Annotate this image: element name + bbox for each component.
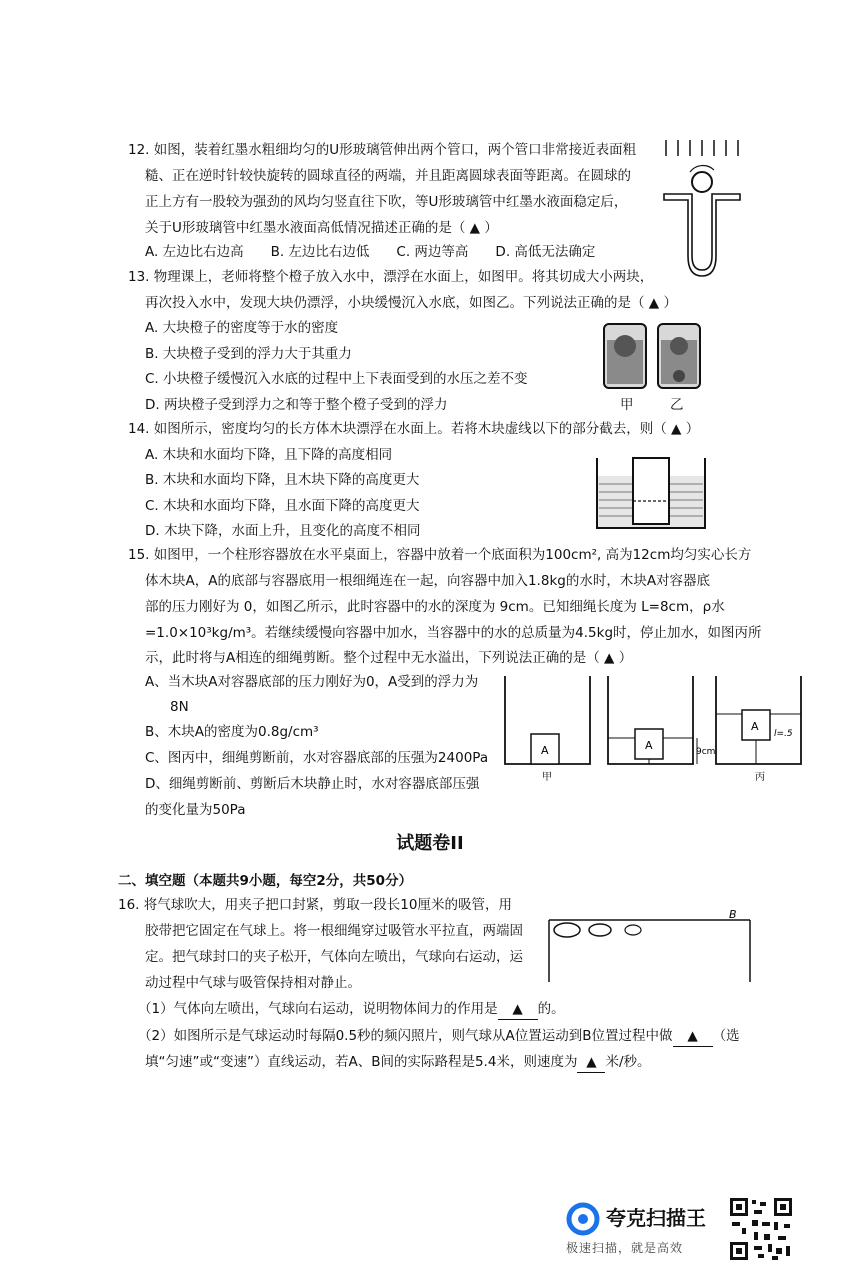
- q15-depth-label: 9cm: [696, 747, 716, 757]
- q16-part1: （1）气体向左喷出，气球向右运动，说明物体间力的作用是 ▲ 的。: [138, 999, 565, 1020]
- q13-fig-label-yi: 乙: [670, 397, 684, 413]
- q13-line2: 再次投入水中，发现大块仍漂浮，小块缓慢沉入水底，如图乙。下列说法正确的是（ ▲ ）: [145, 295, 677, 311]
- q15-line4: =1.0×10³kg/m³。若继续缓慢向容器中加水，当容器中的水的总质量为4.5kg时，停止加水，如图丙所: [145, 625, 762, 641]
- q12-options: A. 左边比右边高 B. 左边比右边低 C. 两边等高 D. 高低无法确定: [145, 244, 596, 260]
- q16-part2-line1: （2）如图所示是气球运动时每隔0.5秒的频闪照片，则气球从A位置运动到B位置过程中做 ▲ （选: [138, 1026, 740, 1047]
- q16-line3: 定。把气球封口的夹子松开，气体向左喷出，气球向右运动，运: [145, 949, 523, 965]
- q13-option-b: B. 大块橙子受到的浮力大于其重力: [145, 346, 352, 362]
- q16-part2-line2: 填“匀速”或“变速”）直线运动，若A、B间的实际路程是5.4米，则速度为 ▲ 米/秒。: [145, 1052, 651, 1073]
- q13-figure-cups: [600, 320, 710, 392]
- quark-logo-icon: [566, 1202, 600, 1236]
- q15-option-d-line2: 的变化量为50Pa: [145, 802, 246, 818]
- watermark-slogan: 极速扫描，就是高效: [566, 1241, 684, 1255]
- q15-figure-containers: [500, 672, 810, 787]
- q13-fig-label-jia: 甲: [620, 397, 634, 413]
- q14-option-a: A. 木块和水面均下降，且下降的高度相同: [145, 447, 393, 463]
- q15-option-a-line1: A、当木块A对容器底部的压力刚好为0，A受到的浮力为: [145, 674, 479, 690]
- q16-line1: 16. 将气球吹大，用夹子把口封紧，剪取一段长10厘米的吸管，用: [118, 897, 512, 913]
- q14-figure: [595, 456, 710, 531]
- q12-line3: 正上方有一股较为强劲的风均匀竖直往下吹，等U形玻璃管中红墨水液面稳定后，: [145, 194, 628, 210]
- q14-option-b: B. 木块和水面均下降，且木块下降的高度更大: [145, 472, 420, 488]
- q13-line1: 13. 物理课上，老师将整个橙子放入水中，漂浮在水面上，如图甲。将其切成大小两块，: [128, 269, 654, 285]
- q12-line2: 糙、正在逆时针较快旋转的圆球直径的两端，并且距离圆球表面等距离。在圆球的: [145, 168, 631, 184]
- q15-line3: 部的压力刚好为 0，如图乙所示，此时容器中的水的深度为 9cm。已知细绳长度为 L=8cm，ρ水: [145, 599, 725, 615]
- q12-figure: [660, 138, 745, 278]
- q15-fig3-block-label: A: [751, 720, 759, 733]
- q16-line4: 动过程中气球与吸管保持相对静止。: [145, 975, 361, 991]
- q15-line5: 示，此时将与A相连的细绳剪断。整个过程中无水溢出，下列说法正确的是（ ▲ ）: [145, 650, 633, 666]
- q15-fig1-block-label: A: [541, 744, 549, 757]
- q12-line4: 关于U形玻璃管中红墨水液面高低情况描述正确的是（ ▲ ）: [145, 220, 498, 236]
- q13-option-c: C. 小块橙子缓慢沉入水底的过程中上下表面受到的水压之差不变: [145, 371, 528, 387]
- q13-option-a: A. 大块橙子的密度等于水的密度: [145, 320, 339, 336]
- q16-answer-blank-2: ▲: [673, 1026, 713, 1047]
- q15-option-a-line2: 8N: [170, 699, 189, 715]
- q15-option-b: B、木块A的密度为0.8g/cm³: [145, 724, 319, 740]
- q14-line1: 14. 如图所示，密度均匀的长方体木块漂浮在水面上。若将木块虚线以下的部分截去，则（ ▲ ）: [128, 421, 700, 437]
- q15-line1: 15. 如图甲，一个柱形容器放在水平桌面上，容器中放着一个底面积为100cm², 高为12cm均匀实心长方: [128, 547, 752, 563]
- q15-option-d-line1: D、细绳剪断前、剪断后木块静止时，水对容器底部压强: [145, 776, 480, 792]
- section-heading: 二、填空题（本题共9小题，每空2分，共50分）: [118, 873, 413, 889]
- watermark: [566, 1194, 732, 1266]
- q15-fig-label-jia: 甲: [542, 772, 552, 783]
- q12-line1: 12. 如图，装着红墨水粗细均匀的U形玻璃管伸出两个管口，两个管口非常接近表面粗: [128, 142, 637, 158]
- q15-option-c: C、图丙中，细绳剪断前，水对容器底部的压强为2400Pa: [145, 750, 489, 766]
- q16-label-b: B: [729, 908, 737, 921]
- q15-line2: 体木块A，A的底部与容器底用一根细绳连在一起，向容器中加入1.8kg的水时，木块A对容器底: [145, 573, 711, 589]
- q16-answer-blank-3: ▲: [577, 1052, 605, 1073]
- q14-option-c: C. 木块和水面均下降，且水面下降的高度更大: [145, 498, 420, 514]
- q15-handwritten-note: l=.5: [774, 729, 793, 739]
- q13-option-d: D. 两块橙子受到浮力之和等于整个橙子受到的浮力: [145, 397, 448, 413]
- q16-line2: 胶带把它固定在气球上。将一根细绳穿过吸管水平拉直，两端固: [145, 923, 523, 939]
- q16-figure-balloon: [545, 910, 755, 990]
- q15-fig2-block-label: A: [645, 739, 653, 752]
- q16-answer-blank-1: ▲: [498, 999, 538, 1020]
- qr-code-icon: [728, 1196, 794, 1262]
- q15-fig-label-bing: 丙: [755, 772, 765, 783]
- q14-option-d: D. 木块下降，水面上升，且变化的高度不相同: [145, 523, 421, 539]
- watermark-brand: 夸克扫描王: [606, 1206, 706, 1230]
- section-title: 试题卷II: [396, 833, 464, 854]
